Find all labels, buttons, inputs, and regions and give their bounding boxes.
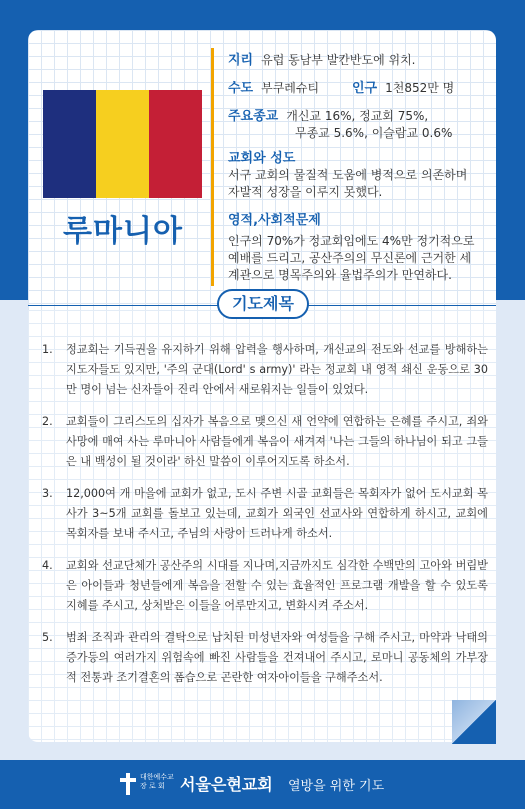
list-item [42, 340, 488, 400]
prayer-number: 4. [42, 559, 53, 572]
religion-line-1: 개신교 16%, 정교회 75%, [286, 109, 429, 123]
flag-stripe-yellow [96, 90, 149, 198]
prayer-number: 3. [42, 487, 53, 500]
church-line-1: 서구 교회의 물질적 도움에 병적으로 의존하며 [228, 168, 468, 182]
location-row [228, 52, 416, 69]
social-line-2: 예배를 드리고, 공산주의의 무신론에 근거한 세 [228, 251, 472, 265]
list-item [42, 628, 488, 688]
church-name: 서울은현교회 [180, 775, 273, 794]
flag-stripe-red [149, 90, 202, 198]
prayer-text: 정교회는 기득권을 유지하기 위해 압력을 행사하며, 개신교의 전도와 선교를 방해하는 지도자들도 있지만, '주의 군대(Lord' s army)' 라는 정교회 내 영적 쇄신 운동으로 30만 명이 넘는 신자들이 진리 안에서 새로워지는 일들이 있었다. [66, 343, 488, 396]
footer-subtitle: 열방을 위한 기도 [288, 779, 385, 794]
religion-block [228, 108, 428, 125]
population-value: 1천852만 명 [385, 81, 455, 95]
social-line-3: 계관으로 명목주의와 율법주의가 만연하다. [228, 268, 452, 282]
church-block [228, 150, 467, 201]
church-label: 교회와 성도 [228, 151, 296, 166]
prayer-title: 기도제목 [217, 289, 309, 319]
cross-icon [120, 773, 136, 795]
capital-label: 수도 [228, 81, 254, 96]
prayer-text: 교회들이 그리스도의 십자가 복음으로 맺으신 새 언약에 연합하는 은혜를 주시고, 죄와 사망에 매여 사는 루마니아 사람들에게 복음이 새겨져 '나는 그들의 하나님이 되고 그들은 내 백성이 될 것이라' 하신 말씀이 이루어지도록 하소서. [66, 415, 488, 468]
list-item [42, 484, 488, 544]
location-label: 지리 [228, 53, 254, 68]
denomination-line-2: 장 로 회 [140, 782, 165, 790]
list-item [42, 412, 488, 472]
social-line-1: 인구의 70%가 정교회임에도 4%만 정기적으로 [228, 234, 475, 248]
social-label: 영적,사회적문제 [228, 213, 321, 228]
capital-row [228, 80, 319, 97]
denomination-label [140, 773, 180, 791]
population-label: 인구 [352, 81, 378, 96]
prayer-text: 범죄 조직과 관리의 결탁으로 납치된 미성년자와 여성들을 구해 주시고, 마약과 낙태의 증가등의 여러가지 위험속에 빠진 사람들을 건져내어 주시고, 로마니 공동체의 가부장적 전통과 조기결혼의 폼습으로 곤란한 여자아이들을 구해주소서. [66, 631, 488, 684]
prayer-list [42, 340, 488, 700]
denomination-line-1: 대한예수교 [140, 773, 174, 781]
location-value: 유럽 동남부 발칸반도에 위치. [261, 53, 416, 67]
info-accent-bar [211, 48, 214, 286]
religion-line-2: 무종교 5.6%, 이슬람교 0.6% [295, 126, 453, 140]
social-block [228, 212, 474, 284]
romania-flag [43, 90, 202, 198]
prayer-number: 1. [42, 343, 53, 356]
flag-stripe-blue [43, 90, 96, 198]
population-row [352, 80, 454, 97]
prayer-text: 교회와 선교단체가 공산주의 시대를 지나며,지금까지도 심각한 수백만의 고아와 버림받은 아이들과 청년들에게 복음을 전할 수 있는 효율적인 프로그램 개발을 할 수 있도록 지혜를 주시고, 상처받은 이들을 어루만지고, 변화시켜 주소서. [66, 559, 488, 612]
list-item [42, 556, 488, 616]
prayer-text: 12,000여 개 마을에 교회가 없고, 도시 주변 시골 교회들은 목회자가 없어 도시교회 목사가 3~5개 교회를 돌보고 있는데, 교회가 외국인 선교사와 연합하게 하시고, 교회에 목회자를 보내 주시고, 주님의 사랑이 드러나게 하소서. [66, 487, 488, 540]
church-line-2: 자발적 성장을 이루지 못했다. [228, 185, 383, 199]
country-name: 루마니아 [63, 214, 183, 249]
religion-label: 주요종교 [228, 109, 279, 124]
prayer-number: 2. [42, 415, 53, 428]
page-fold-corner [452, 700, 496, 744]
prayer-number: 5. [42, 631, 53, 644]
capital-value: 부쿠레슈티 [261, 81, 320, 95]
